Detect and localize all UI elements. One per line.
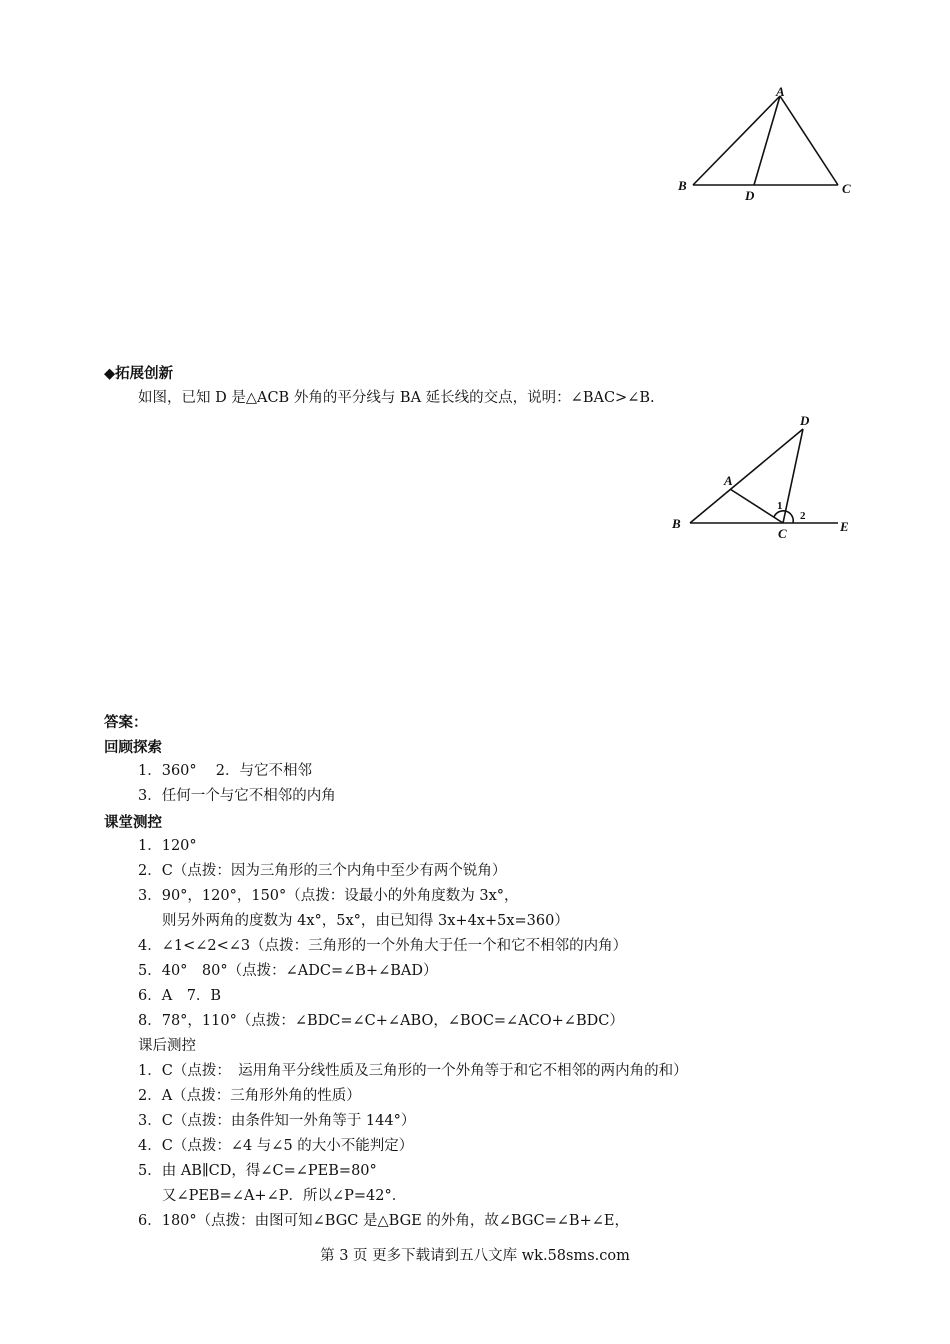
review-line-1: 1．360° 2．与它不相邻 bbox=[138, 763, 312, 779]
label-c: C bbox=[778, 526, 787, 541]
label-e: E bbox=[840, 519, 849, 534]
label-b: B bbox=[672, 516, 681, 531]
after-class-line-5-cont: 又∠PEB=∠A+∠P．所以∠P=42°． bbox=[162, 1188, 407, 1204]
classroom-line-8: 8．78°，110°（点拨：∠BDC=∠C+∠ABO，∠BOC=∠ACO+∠BDC） bbox=[138, 1013, 624, 1029]
classroom-heading: 课堂测控 bbox=[104, 815, 162, 831]
answers-title: 答案： bbox=[104, 715, 148, 731]
segment-ac bbox=[730, 489, 783, 523]
label-b: B bbox=[678, 178, 687, 193]
classroom-line-3-cont: 则另外两角的度数为 4x°，5x°，由已知得 3x+4x+5x=360） bbox=[162, 913, 569, 929]
classroom-line-3: 3．90°，120°，150°（点拨：设最小的外角度数为 3x°， bbox=[138, 888, 519, 904]
label-d: D bbox=[800, 413, 810, 428]
page-footer: 第 3 页 更多下载请到五八文库 wk.58sms.com bbox=[320, 1248, 630, 1264]
exterior-angle-figure bbox=[660, 405, 860, 545]
review-heading: 回顾探索 bbox=[104, 740, 162, 756]
after-class-line-4: 4．C（点拨：∠4 与∠5 的大小不能判定） bbox=[138, 1138, 414, 1154]
label-c: C bbox=[842, 181, 851, 196]
after-class-line-5: 5．由 AB∥CD，得∠C=∠PEB=80° bbox=[138, 1163, 377, 1179]
classroom-line-4: 4．∠1<∠2<∠3（点拨：三角形的一个外角大于任一个和它不相邻的内角） bbox=[138, 938, 628, 954]
classroom-line-5: 5．40° 80°（点拨：∠ADC=∠B+∠BAD） bbox=[138, 963, 438, 979]
after-class-line-2: 2．A（点拨：三角形外角的性质） bbox=[138, 1088, 361, 1104]
segment-ac bbox=[780, 96, 838, 185]
after-class-heading: 课后测控 bbox=[138, 1038, 196, 1054]
angle-1-label: 1 bbox=[777, 500, 783, 512]
after-class-line-6: 6．180°（点拨：由图可知∠BGC 是△BGE 的外角，故∠BGC=∠B+∠E， bbox=[138, 1213, 629, 1229]
label-a: A bbox=[724, 473, 733, 488]
review-line-2: 3．任何一个与它不相邻的内角 bbox=[138, 788, 336, 804]
classroom-line-1: 1．120° bbox=[138, 838, 197, 854]
label-a: A bbox=[776, 84, 785, 99]
classroom-line-2: 2．C（点拨：因为三角形的三个内角中至少有两个锐角） bbox=[138, 863, 507, 879]
triangle-abc-figure bbox=[660, 80, 880, 210]
angle-2-label: 2 bbox=[800, 510, 806, 522]
label-d: D bbox=[745, 188, 755, 203]
after-class-line-3: 3．C（点拨：由条件知一外角等于 144°） bbox=[138, 1113, 416, 1129]
after-class-line-1: 1．C（点拨： 运用角平分线性质及三角形的一个外角等于和它不相邻的两内角的和） bbox=[138, 1063, 688, 1079]
classroom-line-6: 6．A 7．B bbox=[138, 988, 222, 1004]
diamond-bullet-icon: ◆ bbox=[104, 366, 116, 382]
extension-problem: 如图，已知 D 是△ACB 外角的平分线与 BA 延长线的交点，说明：∠BAC>∠B. bbox=[138, 390, 655, 406]
extension-heading: ◆拓展创新 bbox=[104, 366, 174, 382]
